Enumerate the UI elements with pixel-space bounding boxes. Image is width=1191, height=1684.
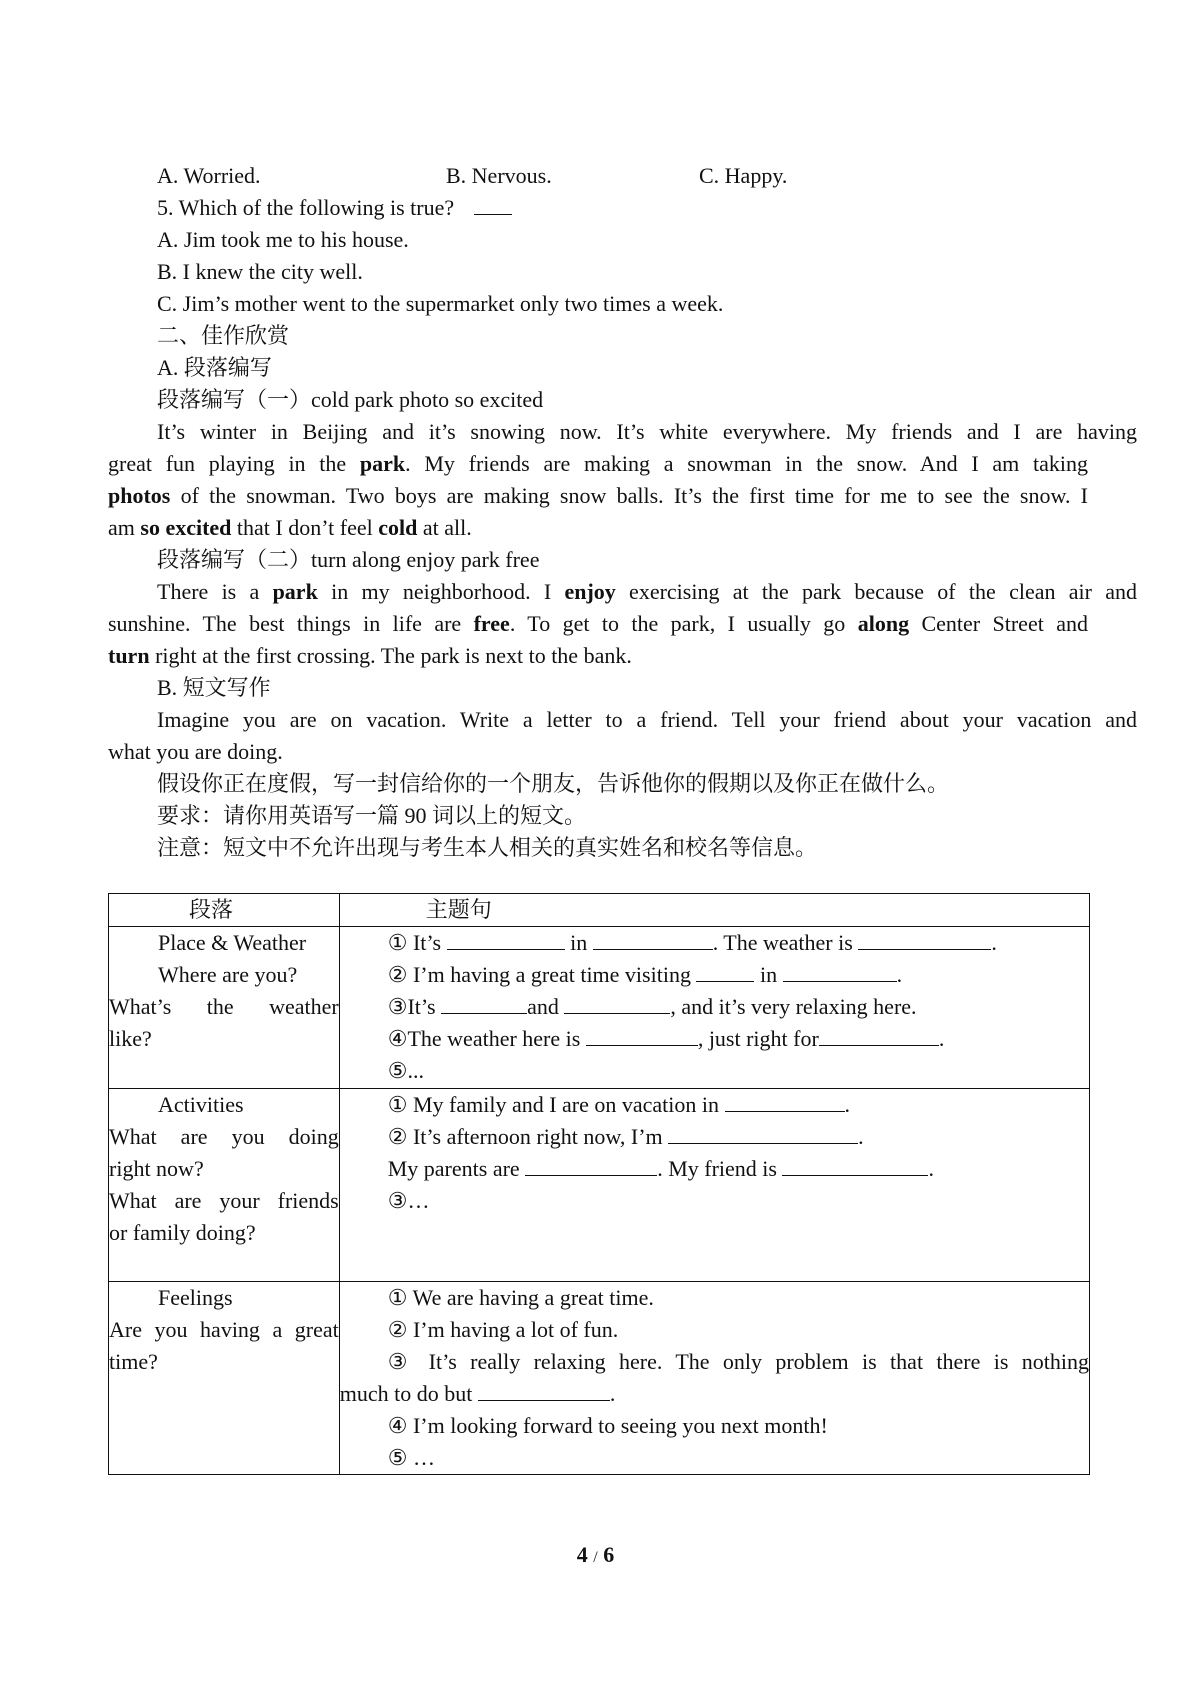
q4-option-c: C. Happy. (699, 163, 788, 188)
paragraph-2-heading: 段落编写（二）turn along enjoy park free (157, 547, 540, 572)
row-label: Activities (158, 1092, 244, 1117)
row-label: Feelings (158, 1285, 233, 1310)
table-header-topic-sentence: 主题句 (425, 897, 492, 922)
topic-sentence: ② It’s afternoon right now, I’m . (387, 1124, 864, 1149)
topic-sentence: ⑤... (387, 1058, 424, 1083)
topic-sentence: ③… (387, 1188, 430, 1213)
answer-blank (474, 194, 512, 215)
row-label: Place & Weather (158, 930, 307, 955)
topic-sentence: ① It’s in . The weather is . (387, 930, 997, 955)
page-number (0, 1542, 1191, 1568)
page-separator: / (593, 1549, 598, 1566)
table-row (109, 1089, 1090, 1282)
row-question: like? (109, 1026, 152, 1051)
table-row (109, 1282, 1090, 1475)
writing-task-line-1: Imagine you are on vacation. Write a letter to a friend. Tell your friend about your vacation and (157, 707, 1137, 732)
section-title: 二、佳作欣赏 (157, 323, 290, 348)
topic-sentence: ② I’m having a great time visiting in . (387, 962, 903, 987)
q5-option-b: B. I knew the city well. (157, 259, 363, 284)
writing-notice: 注意：短文中不允许出现与考生本人相关的真实姓名和校名等信息。 (157, 835, 818, 860)
writing-requirement: 要求：请你用英语写一篇 90 词以上的短文。 (157, 803, 587, 828)
table-header-row (109, 894, 1090, 927)
paragraph-2-line-1: There is a park in my neighborhood. I enjoy exercising at the park because of the clean air and (157, 579, 1137, 604)
outline-table (108, 893, 1090, 1475)
topic-sentence: ⑤ … (387, 1445, 435, 1470)
topic-sentence: ③ It’s really relaxing here. The only problem is that there is nothing (387, 1349, 1089, 1374)
paragraph-2-line-2: sunshine. The best things in life are free. To get to the park, I usually go along Center Street and (108, 611, 1088, 636)
topic-sentence: ① We are having a great time. (387, 1285, 654, 1310)
q4-options (108, 160, 1137, 192)
row-question: What’s the weather (109, 994, 339, 1019)
q5-question (108, 192, 1137, 224)
topic-sentence: ② I’m having a lot of fun. (387, 1317, 619, 1342)
row-question: time? (109, 1349, 158, 1374)
part-b-heading: B. 短文写作 (157, 675, 271, 700)
paragraph-2-line-3: turn right at the first crossing. The park is next to the bank. (108, 643, 632, 668)
paragraph-1-line-2: great fun playing in the park. My friends are making a snowman in the snow. And I am taking (108, 451, 1088, 476)
row-question: Are you having a great (109, 1317, 339, 1342)
row-question: or family doing? (109, 1220, 256, 1245)
part-a-heading: A. 段落编写 (157, 355, 272, 380)
q5-question-text: 5. Which of the following is true? (157, 195, 455, 220)
topic-sentence: ① My family and I are on vacation in . (387, 1092, 851, 1117)
paragraph-1-line-1: It’s winter in Beijing and it’s snowing now. It’s white everywhere. My friends and I are having (157, 419, 1137, 444)
paragraph-1-line-4: am so excited that I don’t feel cold at all. (108, 515, 472, 540)
q4-option-a: A. Worried. (157, 163, 261, 188)
q4-option-b: B. Nervous. (446, 163, 552, 188)
table-header-paragraph: 段落 (189, 897, 234, 922)
current-page: 4 (576, 1542, 588, 1567)
topic-sentence: much to do but . (339, 1381, 616, 1406)
topic-sentence: My parents are . My friend is . (387, 1156, 934, 1181)
q5-option-c: C. Jim’s mother went to the supermarket only two times a week. (157, 291, 724, 316)
paragraph-1-line-3: photos of the snowman. Two boys are making snow balls. It’s the first time for me to see the snow. I (108, 483, 1088, 508)
topic-sentence: ④ I’m looking forward to seeing you next month! (387, 1413, 828, 1438)
table-row (109, 927, 1090, 1089)
row-question: Where are you? (158, 962, 298, 987)
row-question: What are your friends (109, 1188, 339, 1213)
row-question: right now? (109, 1156, 204, 1181)
total-pages: 6 (603, 1542, 615, 1567)
writing-task-line-2: what you are doing. (108, 739, 283, 764)
paragraph-1-heading: 段落编写（一）cold park photo so excited (157, 387, 544, 412)
topic-sentence: ④The weather here is , just right for . (387, 1026, 945, 1051)
topic-sentence: ③It’s and , and it’s very relaxing here. (387, 994, 917, 1019)
row-question: What are you doing (109, 1124, 339, 1149)
writing-task-chinese: 假设你正在度假，写一封信给你的一个朋友，告诉他你的假期以及你正在做什么。 (157, 771, 950, 796)
q5-option-a: A. Jim took me to his house. (157, 227, 409, 252)
